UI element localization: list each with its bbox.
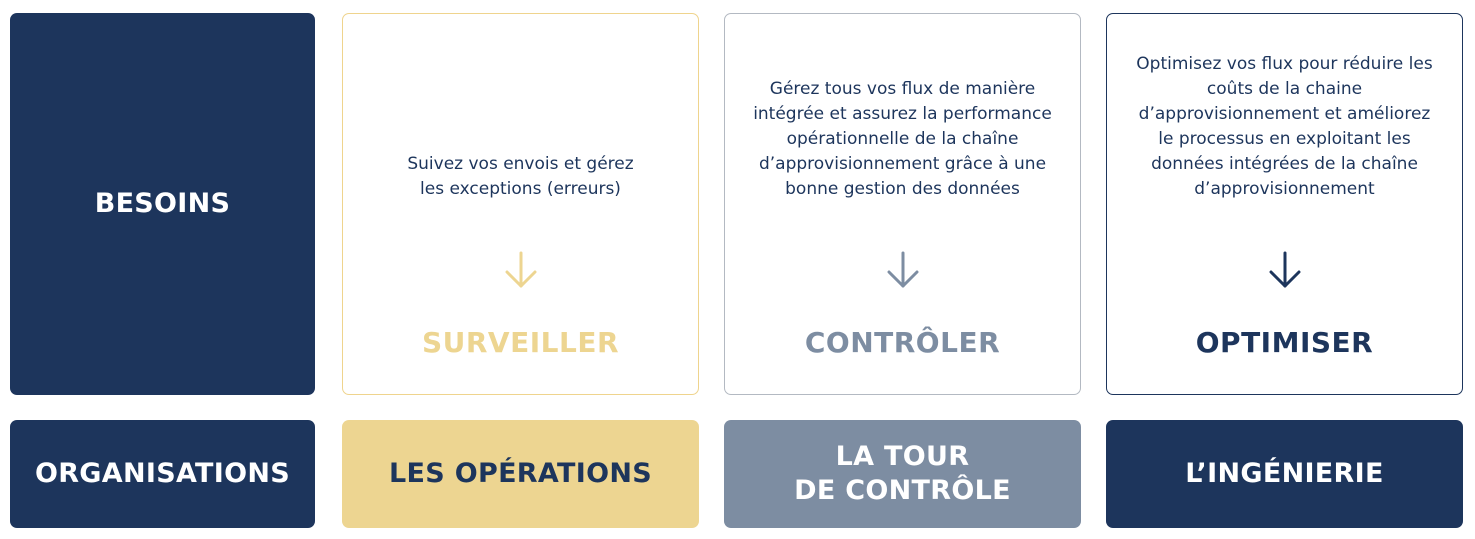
control-tower-box [724, 420, 1081, 528]
monitor-description: Suivez vos envois et gérez les exceptions (erreurs) [407, 154, 634, 199]
control-verb: CONTRÔLER [804, 326, 1001, 359]
control-description: Gérez tous vos flux de manière intégrée et assurez la performance opérationnelle de la chaîne d’approvisionnement grâce à une bonne gestion des données [753, 79, 1052, 199]
optimize-card [1106, 13, 1463, 395]
arrow-down-icon [501, 249, 541, 291]
optimize-verb: OPTIMISER [1195, 326, 1374, 359]
control-tower-label: LA TOUR DE CONTRÔLE [794, 441, 1011, 506]
needs-header-box [10, 13, 315, 395]
needs-label: BESOINS [94, 188, 231, 219]
operations-box [342, 420, 699, 528]
monitor-verb: SURVEILLER [421, 326, 620, 359]
control-card [724, 13, 1081, 395]
arrow-down-icon [1265, 249, 1305, 291]
organizations-header-box [10, 420, 315, 528]
organizations-label: ORGANISATIONS [34, 458, 291, 489]
arrow-down-icon [883, 249, 923, 291]
engineering-box [1106, 420, 1463, 528]
engineering-label: L’INGÉNIERIE [1185, 458, 1384, 489]
optimize-description: Optimisez vos flux pour réduire les coûts de la chaine d’approvisionnement et améliorez le processus en exploitant les données intégrées de la chaîne d’approvisionnement [1136, 54, 1433, 199]
monitor-card [342, 13, 699, 395]
operations-label: LES OPÉRATIONS [389, 458, 652, 489]
